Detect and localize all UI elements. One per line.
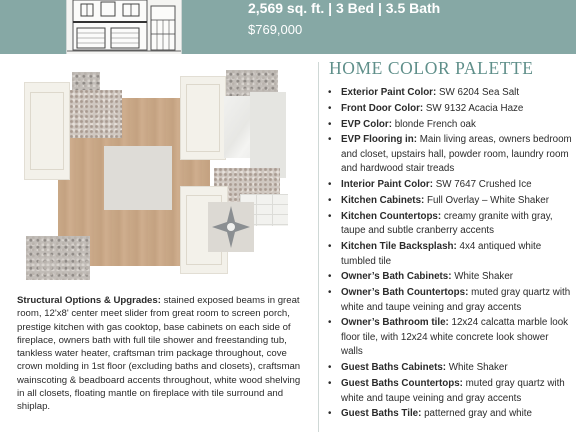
palette-item-label: Guest Baths Countertops: <box>341 378 463 390</box>
palette-item <box>327 407 572 422</box>
palette-item-value: blonde French oak <box>392 118 476 130</box>
palette-item <box>327 210 572 239</box>
palette-item-label: Front Door Color: <box>341 102 424 114</box>
kitchen-countertop-swatch <box>70 90 122 138</box>
material-swatch-board <box>18 70 300 284</box>
kitchen-cabinet-swatch <box>24 82 70 180</box>
palette-item <box>327 240 572 269</box>
palette-item-value: muted gray quartz with white and taupe veining and gray accents <box>341 378 565 404</box>
palette-item <box>327 316 572 360</box>
column-divider <box>318 62 319 432</box>
bullet-icon: • <box>328 317 332 329</box>
house-elevation-image <box>66 0 182 54</box>
structural-options-text <box>17 294 307 414</box>
palette-item <box>327 377 572 406</box>
palette-item-label: Guest Baths Tile: <box>341 408 422 420</box>
bullet-icon: • <box>328 408 332 420</box>
palette-item-value: SW 7647 Crushed Ice <box>433 179 532 191</box>
header-banner <box>0 0 576 54</box>
interior-paint-swatch <box>104 146 172 210</box>
palette-item-label: Exterior Paint Color: <box>341 87 437 98</box>
bullet-icon: • <box>328 362 332 374</box>
palette-item-label: Kitchen Tile Backsplash: <box>341 241 457 253</box>
bullet-icon: • <box>328 87 332 98</box>
palette-item-label: EVP Color: <box>341 118 392 130</box>
palette-item <box>327 270 572 285</box>
bullet-icon: • <box>328 118 332 130</box>
palette-item-label: Owner’s Bathroom tile: <box>341 317 449 329</box>
bullet-icon: • <box>328 102 332 114</box>
palette-item-value: muted gray quartz with white and taupe veining and gray accents <box>341 287 571 313</box>
palette-item-value: White Shaker <box>451 271 514 283</box>
palette-list <box>327 86 572 423</box>
palette-item <box>327 178 572 193</box>
palette-item-value: Full Overlay – White Shaker <box>424 194 549 206</box>
bullet-icon: • <box>328 194 332 206</box>
palette-item <box>327 86 572 101</box>
palette-item-value: 4x4 antiqued white tumbled tile <box>341 241 542 267</box>
palette-item-label: Guest Baths Cabinets: <box>341 362 447 374</box>
bullet-icon: • <box>328 378 332 390</box>
patterned-tile-swatch <box>208 202 254 252</box>
structural-options-label: Structural Options & Upgrades: <box>17 295 161 306</box>
structural-options-body: stained exposed beams in great room, 12'x8' center meet slider from great room to screen porch, prestige kitchen with gas cooktop, base cabinets on each side of fireplace, owners bath with full tile shower and freestanding tub, tankless water heater, craftsman trim package throughout, cove crown molding in 1st floor (excluding baths and closets), craftsman wainscoting & beadboard accents throughout, white wood shelving in all closets, floating mantle on fireplace with tile surround and shiplap. <box>17 295 301 413</box>
palette-item <box>327 361 572 376</box>
palette-item-value: SW 6204 Sea Salt <box>436 87 520 98</box>
bullet-icon: • <box>328 210 332 222</box>
palette-item <box>327 102 572 117</box>
palette-item-value: Main living areas, owners bedroom and closet, upstairs hall, powder room, laundry room and hardwood stair treads <box>341 134 572 175</box>
bullet-icon: • <box>328 134 332 146</box>
palette-item <box>327 133 572 177</box>
palette-item-value: 12x24 calcatta marble look floor tile, with 12x24 white concrete look shower walls <box>341 317 569 358</box>
bullet-icon: • <box>328 271 332 283</box>
palette-item <box>327 194 572 209</box>
palette-item-value: patterned gray and white <box>421 408 532 420</box>
owners-bath-cabinet-swatch <box>180 76 226 160</box>
palette-item <box>327 286 572 315</box>
palette-item-label: Owner’s Bath Cabinets: <box>341 271 452 283</box>
palette-item-value: SW 9132 Acacia Haze <box>423 102 524 114</box>
bullet-icon: • <box>328 179 332 191</box>
palette-item-label: Owner’s Bath Countertops: <box>341 287 469 299</box>
palette-item-label: EVP Flooring in: <box>341 134 418 146</box>
palette-item-value: White Shaker <box>446 362 508 374</box>
palette-item-label: Kitchen Cabinets: <box>341 194 425 206</box>
palette-item-label: Interior Paint Color: <box>341 179 433 191</box>
bullet-icon: • <box>328 287 332 299</box>
palette-item-value: creamy granite with gray, taupe and subtle cranberry accents <box>341 210 553 237</box>
palette-title: HOME COLOR PALETTE <box>329 58 534 78</box>
guest-bath-countertop-swatch <box>26 236 90 280</box>
home-price: $769,000 <box>248 22 303 37</box>
concrete-shower-wall-swatch <box>250 92 286 178</box>
bullet-icon: • <box>328 241 332 253</box>
home-specs: 2,569 sq. ft. | 3 Bed | 3.5 Bath <box>248 0 441 16</box>
palette-item-label: Kitchen Countertops: <box>341 210 442 222</box>
palette-item <box>327 118 572 133</box>
